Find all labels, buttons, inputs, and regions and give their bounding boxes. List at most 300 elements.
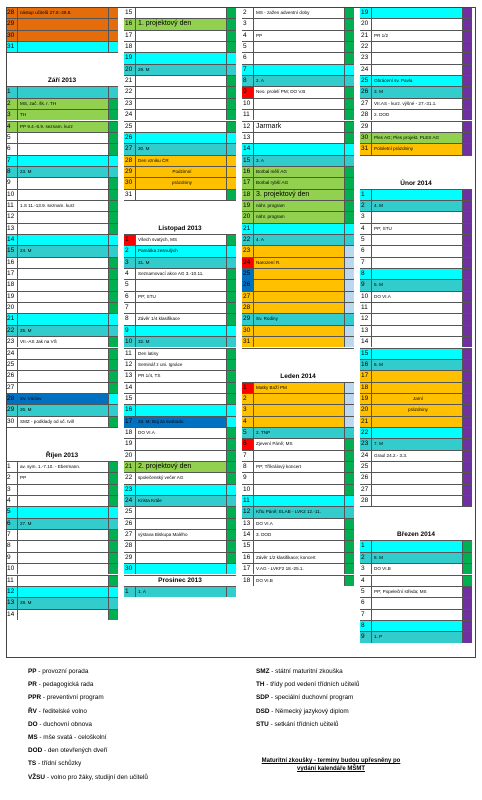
day-status-stripe	[108, 167, 118, 177]
day-event: Podzimní	[136, 167, 226, 177]
day-number: 18	[124, 42, 136, 52]
day-status-stripe	[108, 156, 118, 166]
day-row	[6, 540, 118, 551]
day-event: V.AG - LVKF2 18.-25.1.	[254, 564, 344, 574]
day-event	[136, 507, 226, 517]
day-number: 9	[124, 326, 136, 336]
day-row	[124, 336, 236, 347]
day-number: 27	[6, 383, 18, 393]
day-event: 23. M	[18, 167, 108, 177]
day-event: Matky Boží PM	[254, 383, 344, 393]
day-event	[136, 110, 226, 120]
day-row	[6, 506, 118, 517]
day-event	[136, 31, 226, 41]
day-status-stripe	[462, 439, 472, 449]
day-status-stripe	[462, 383, 472, 393]
day-status-stripe	[344, 167, 354, 177]
day-row	[6, 609, 118, 620]
day-number: 11	[242, 110, 254, 120]
day-event: 5. M	[372, 280, 462, 290]
day-status-stripe	[462, 31, 472, 41]
day-event	[18, 212, 108, 222]
day-number: 11	[242, 496, 254, 506]
day-number: 30	[124, 564, 136, 574]
day-event: Narození R.	[254, 258, 344, 268]
day-row	[242, 41, 354, 52]
day-number: 26	[360, 473, 372, 483]
day-number: 13	[242, 133, 254, 143]
day-status-stripe	[344, 292, 354, 302]
day-status-stripe	[108, 99, 118, 109]
day-event	[136, 42, 226, 52]
day-event: DO VI.B	[254, 576, 344, 586]
day-row	[6, 348, 118, 359]
day-row	[360, 631, 472, 642]
day-status-stripe	[226, 541, 236, 551]
day-status-stripe	[344, 19, 354, 29]
day-event: DO VI.A	[254, 519, 344, 529]
day-row	[124, 18, 236, 29]
day-event	[18, 280, 108, 290]
day-number: 8	[242, 462, 254, 472]
day-number: 30	[242, 326, 254, 336]
day-number: 26	[124, 519, 136, 529]
day-status-stripe	[226, 19, 236, 29]
day-row	[360, 495, 472, 506]
day-row	[242, 177, 354, 188]
day-status-stripe	[462, 133, 472, 143]
day-row	[242, 245, 354, 256]
day-status-stripe	[108, 394, 118, 404]
day-status-stripe	[226, 405, 236, 415]
day-row	[124, 109, 236, 120]
day-number: 1	[242, 383, 254, 393]
day-status-stripe	[344, 530, 354, 540]
day-number: 3	[124, 258, 136, 268]
legend-item: TS - třídní schůzky	[28, 760, 82, 768]
legend-item: SDP - speciální duchovní program	[256, 694, 354, 702]
day-event	[136, 485, 226, 495]
day-status-stripe	[108, 349, 118, 359]
day-status-stripe	[344, 428, 354, 438]
day-row	[242, 472, 354, 483]
day-row	[360, 109, 472, 120]
day-row	[242, 86, 354, 97]
day-event	[254, 473, 344, 483]
day-event	[254, 292, 344, 302]
day-number: 12	[124, 360, 136, 370]
day-event	[254, 451, 344, 461]
day-number: 8	[242, 76, 254, 86]
month-block	[6, 427, 118, 461]
day-number: 3	[6, 110, 18, 120]
day-number: 7	[242, 65, 254, 75]
legend-item: VŽSU - volno pro žáky, studijní den učitelů	[28, 773, 148, 781]
day-number: 10	[6, 564, 18, 574]
day-row	[360, 393, 472, 404]
legend-right	[256, 665, 359, 731]
day-status-stripe	[108, 133, 118, 143]
day-row	[124, 586, 236, 597]
day-row	[6, 41, 118, 52]
day-row	[242, 166, 354, 177]
day-event: 26. M	[18, 405, 108, 415]
day-number: 17	[124, 417, 136, 427]
day-status-stripe	[344, 235, 354, 245]
day-status-stripe	[344, 519, 354, 529]
day-number: 12	[6, 587, 18, 597]
day-row	[6, 404, 118, 415]
day-event: Obrácení sv. Pavla	[372, 76, 462, 86]
day-event: Krista Krále	[136, 496, 226, 506]
day-row	[360, 18, 472, 29]
day-row	[360, 64, 472, 75]
day-status-stripe	[108, 201, 118, 211]
day-event	[136, 326, 226, 336]
month-header: Leden 2014	[280, 372, 316, 380]
day-event	[254, 485, 344, 495]
day-row	[242, 563, 354, 574]
day-number: 23	[6, 337, 18, 347]
day-status-stripe	[226, 53, 236, 63]
day-number: 23	[124, 99, 136, 109]
day-event: PP	[254, 31, 344, 41]
day-event	[18, 303, 108, 313]
legend-item: DO - duchovní obnova	[28, 720, 92, 728]
day-event: 4. A	[254, 235, 344, 245]
day-event	[254, 417, 344, 427]
day-status-stripe	[462, 451, 472, 461]
day-number: 15	[6, 246, 18, 256]
day-row	[360, 438, 472, 449]
day-row	[124, 7, 236, 18]
day-row	[124, 552, 236, 563]
day-row	[6, 223, 118, 234]
day-row	[360, 234, 472, 245]
day-number: 23	[360, 439, 372, 449]
day-number: 7	[242, 451, 254, 461]
day-event: Sv. Václav	[18, 394, 108, 404]
day-event	[372, 428, 462, 438]
day-status-stripe	[108, 87, 118, 97]
day-number: 24	[360, 65, 372, 75]
day-number: 18	[242, 576, 254, 586]
day-status-stripe	[344, 314, 354, 324]
day-status-stripe	[344, 258, 354, 268]
day-row	[360, 370, 472, 381]
day-status-stripe	[108, 280, 118, 290]
day-status-stripe	[344, 576, 354, 586]
day-event: Seznamovací akce AG 3.-10.11.	[136, 269, 226, 279]
day-number: 8	[124, 314, 136, 324]
day-row	[6, 518, 118, 529]
day-status-stripe	[344, 417, 354, 427]
day-event	[18, 576, 108, 586]
day-event	[18, 19, 108, 29]
day-number: 14	[124, 383, 136, 393]
day-status-stripe	[462, 212, 472, 222]
day-row	[242, 438, 354, 449]
day-event	[18, 31, 108, 41]
day-row	[242, 495, 354, 506]
day-event	[372, 473, 462, 483]
day-row	[124, 438, 236, 449]
day-status-stripe	[462, 201, 472, 211]
day-event: TH	[18, 110, 108, 120]
day-row	[6, 86, 118, 97]
month-block	[360, 155, 472, 189]
day-status-stripe	[226, 122, 236, 132]
day-number: 29	[6, 405, 18, 415]
day-event: 3. DOD	[254, 530, 344, 540]
day-event	[18, 610, 108, 620]
day-row	[124, 268, 236, 279]
day-number: 17	[242, 564, 254, 574]
day-row	[242, 336, 354, 347]
day-row	[124, 143, 236, 154]
day-number: 8	[6, 541, 18, 551]
day-event	[136, 439, 226, 449]
day-event	[372, 621, 462, 631]
day-event	[18, 258, 108, 268]
day-number: 24	[124, 496, 136, 506]
day-event	[18, 564, 108, 574]
day-number: 6	[242, 53, 254, 63]
day-number: 9	[6, 553, 18, 563]
day-row	[124, 393, 236, 404]
day-number: 10	[124, 337, 136, 347]
day-number: 22	[6, 326, 18, 336]
day-status-stripe	[108, 258, 118, 268]
day-status-stripe	[462, 417, 472, 427]
day-event: PP; STU	[372, 224, 462, 234]
day-row	[242, 257, 354, 268]
day-event	[254, 394, 344, 404]
day-status-stripe	[344, 190, 354, 200]
day-row	[6, 461, 118, 472]
day-number: 27	[242, 292, 254, 302]
day-row	[360, 325, 472, 336]
day-number: 9	[242, 87, 254, 97]
day-status-stripe	[226, 65, 236, 75]
day-row	[360, 620, 472, 631]
day-row	[242, 98, 354, 109]
day-status-stripe	[462, 42, 472, 52]
day-row	[6, 586, 118, 597]
day-event: 33. M; Boj za svobodu	[136, 417, 226, 427]
day-number: 21	[360, 417, 372, 427]
day-number: 8	[360, 269, 372, 279]
day-number: 25	[360, 462, 372, 472]
day-number: 29	[124, 167, 136, 177]
day-status-stripe	[226, 587, 236, 597]
day-number: 1	[6, 87, 18, 97]
day-number: 13	[6, 224, 18, 234]
day-event	[254, 53, 344, 63]
day-event	[18, 133, 108, 143]
day-status-stripe	[108, 326, 118, 336]
day-row	[242, 268, 354, 279]
day-number: 3	[242, 19, 254, 29]
day-row	[360, 461, 472, 472]
day-row	[242, 211, 354, 222]
day-row	[124, 189, 236, 200]
day-event	[254, 269, 344, 279]
legend-item: SMZ - státní maturitní zkouška	[256, 668, 343, 675]
day-row	[124, 132, 236, 143]
day-event: MS, zač. šk. r. TH	[18, 99, 108, 109]
day-row	[360, 245, 472, 256]
day-row	[360, 450, 472, 461]
day-number: 16	[124, 405, 136, 415]
day-status-stripe	[226, 42, 236, 52]
legend-item: TH - třídy pod vedení třídních učitelů	[256, 681, 360, 689]
day-event: Ples AG; Ples projekt. PLES AG	[372, 133, 462, 143]
day-row	[124, 370, 236, 381]
day-number: 7	[124, 303, 136, 313]
day-status-stripe	[344, 337, 354, 347]
day-status-stripe	[226, 76, 236, 86]
day-status-stripe	[344, 42, 354, 52]
day-event	[18, 485, 108, 495]
day-number: 1	[124, 235, 136, 245]
day-row	[242, 30, 354, 41]
day-status-stripe	[462, 87, 472, 97]
day-status-stripe	[344, 394, 354, 404]
day-event	[18, 314, 108, 324]
day-row	[6, 121, 118, 132]
day-number: 1	[124, 587, 136, 597]
day-event	[372, 212, 462, 222]
day-status-stripe	[226, 564, 236, 574]
day-row	[242, 302, 354, 313]
day-event: 2. DOD	[372, 110, 462, 120]
day-row	[360, 98, 472, 109]
day-event	[372, 417, 462, 427]
day-number: 12	[242, 122, 254, 132]
day-number: 28	[124, 156, 136, 166]
day-number: 23	[242, 246, 254, 256]
day-number: 20	[360, 19, 372, 29]
day-event: DO VI.B	[372, 564, 462, 574]
day-event: 30. M	[136, 144, 226, 154]
day-status-stripe	[108, 292, 118, 302]
day-event	[372, 496, 462, 506]
day-number: 17	[242, 178, 254, 188]
day-status-stripe	[226, 167, 236, 177]
day-number: 2	[242, 394, 254, 404]
day-status-stripe	[344, 326, 354, 336]
day-event	[372, 371, 462, 381]
day-row	[6, 597, 118, 608]
day-event	[372, 19, 462, 29]
day-number: 8	[360, 621, 372, 631]
day-row	[360, 552, 472, 563]
month-header: Prosinec 2013	[158, 576, 202, 584]
day-row	[360, 313, 472, 324]
day-number: 7	[6, 530, 18, 540]
day-status-stripe	[462, 65, 472, 75]
day-row	[6, 382, 118, 393]
day-status-stripe	[462, 269, 472, 279]
day-event	[372, 190, 462, 200]
day-number: 20	[242, 212, 254, 222]
day-row	[242, 132, 354, 143]
day-row	[360, 597, 472, 608]
legend-item: DOD - den otevřených dveří	[28, 747, 108, 755]
day-row	[6, 177, 118, 188]
day-status-stripe	[462, 303, 472, 313]
day-row	[124, 325, 236, 336]
day-row	[242, 575, 354, 586]
day-row	[242, 7, 354, 18]
day-event	[372, 349, 462, 359]
day-row	[6, 495, 118, 506]
day-number: 9	[6, 178, 18, 188]
day-status-stripe	[462, 598, 472, 608]
day-row	[6, 18, 118, 29]
day-number: 3	[6, 485, 18, 495]
day-row	[124, 472, 236, 483]
day-event	[18, 360, 108, 370]
day-number: 20	[124, 65, 136, 75]
day-number: 4	[242, 417, 254, 427]
day-number: 5	[6, 507, 18, 517]
day-status-stripe	[108, 31, 118, 41]
day-event	[254, 19, 344, 29]
day-row	[124, 98, 236, 109]
day-number: 28	[360, 110, 372, 120]
day-row	[6, 166, 118, 177]
day-event	[254, 541, 344, 551]
day-status-stripe	[344, 76, 354, 86]
day-number: 1	[6, 462, 18, 472]
day-event	[136, 303, 226, 313]
day-event: VII.AS - kurz. výšné - 27.-31.1.	[372, 99, 462, 109]
month-header: Únor 2014	[400, 179, 432, 187]
day-event	[372, 8, 462, 18]
day-event: 28. M	[18, 598, 108, 608]
day-row	[242, 234, 354, 245]
day-event	[372, 122, 462, 132]
day-status-stripe	[344, 8, 354, 18]
day-event: Den vzniku ČR	[136, 156, 226, 166]
day-row	[360, 268, 472, 279]
day-number: 4	[124, 269, 136, 279]
day-status-stripe	[108, 8, 118, 18]
day-event	[372, 462, 462, 472]
day-event	[372, 246, 462, 256]
day-row	[124, 291, 236, 302]
day-row	[124, 302, 236, 313]
day-number: 2	[6, 99, 18, 109]
day-row	[242, 200, 354, 211]
day-status-stripe	[462, 314, 472, 324]
day-row	[6, 472, 118, 483]
day-event	[372, 303, 462, 313]
day-number: 4	[6, 122, 18, 132]
day-event	[18, 349, 108, 359]
day-event: Jarmark	[254, 122, 344, 132]
day-row	[6, 563, 118, 574]
day-row	[124, 382, 236, 393]
day-status-stripe	[462, 99, 472, 109]
day-number: 5	[360, 235, 372, 245]
day-event: 3. A	[254, 156, 344, 166]
day-status-stripe	[344, 122, 354, 132]
day-number: 13	[6, 598, 18, 608]
day-row	[6, 155, 118, 166]
